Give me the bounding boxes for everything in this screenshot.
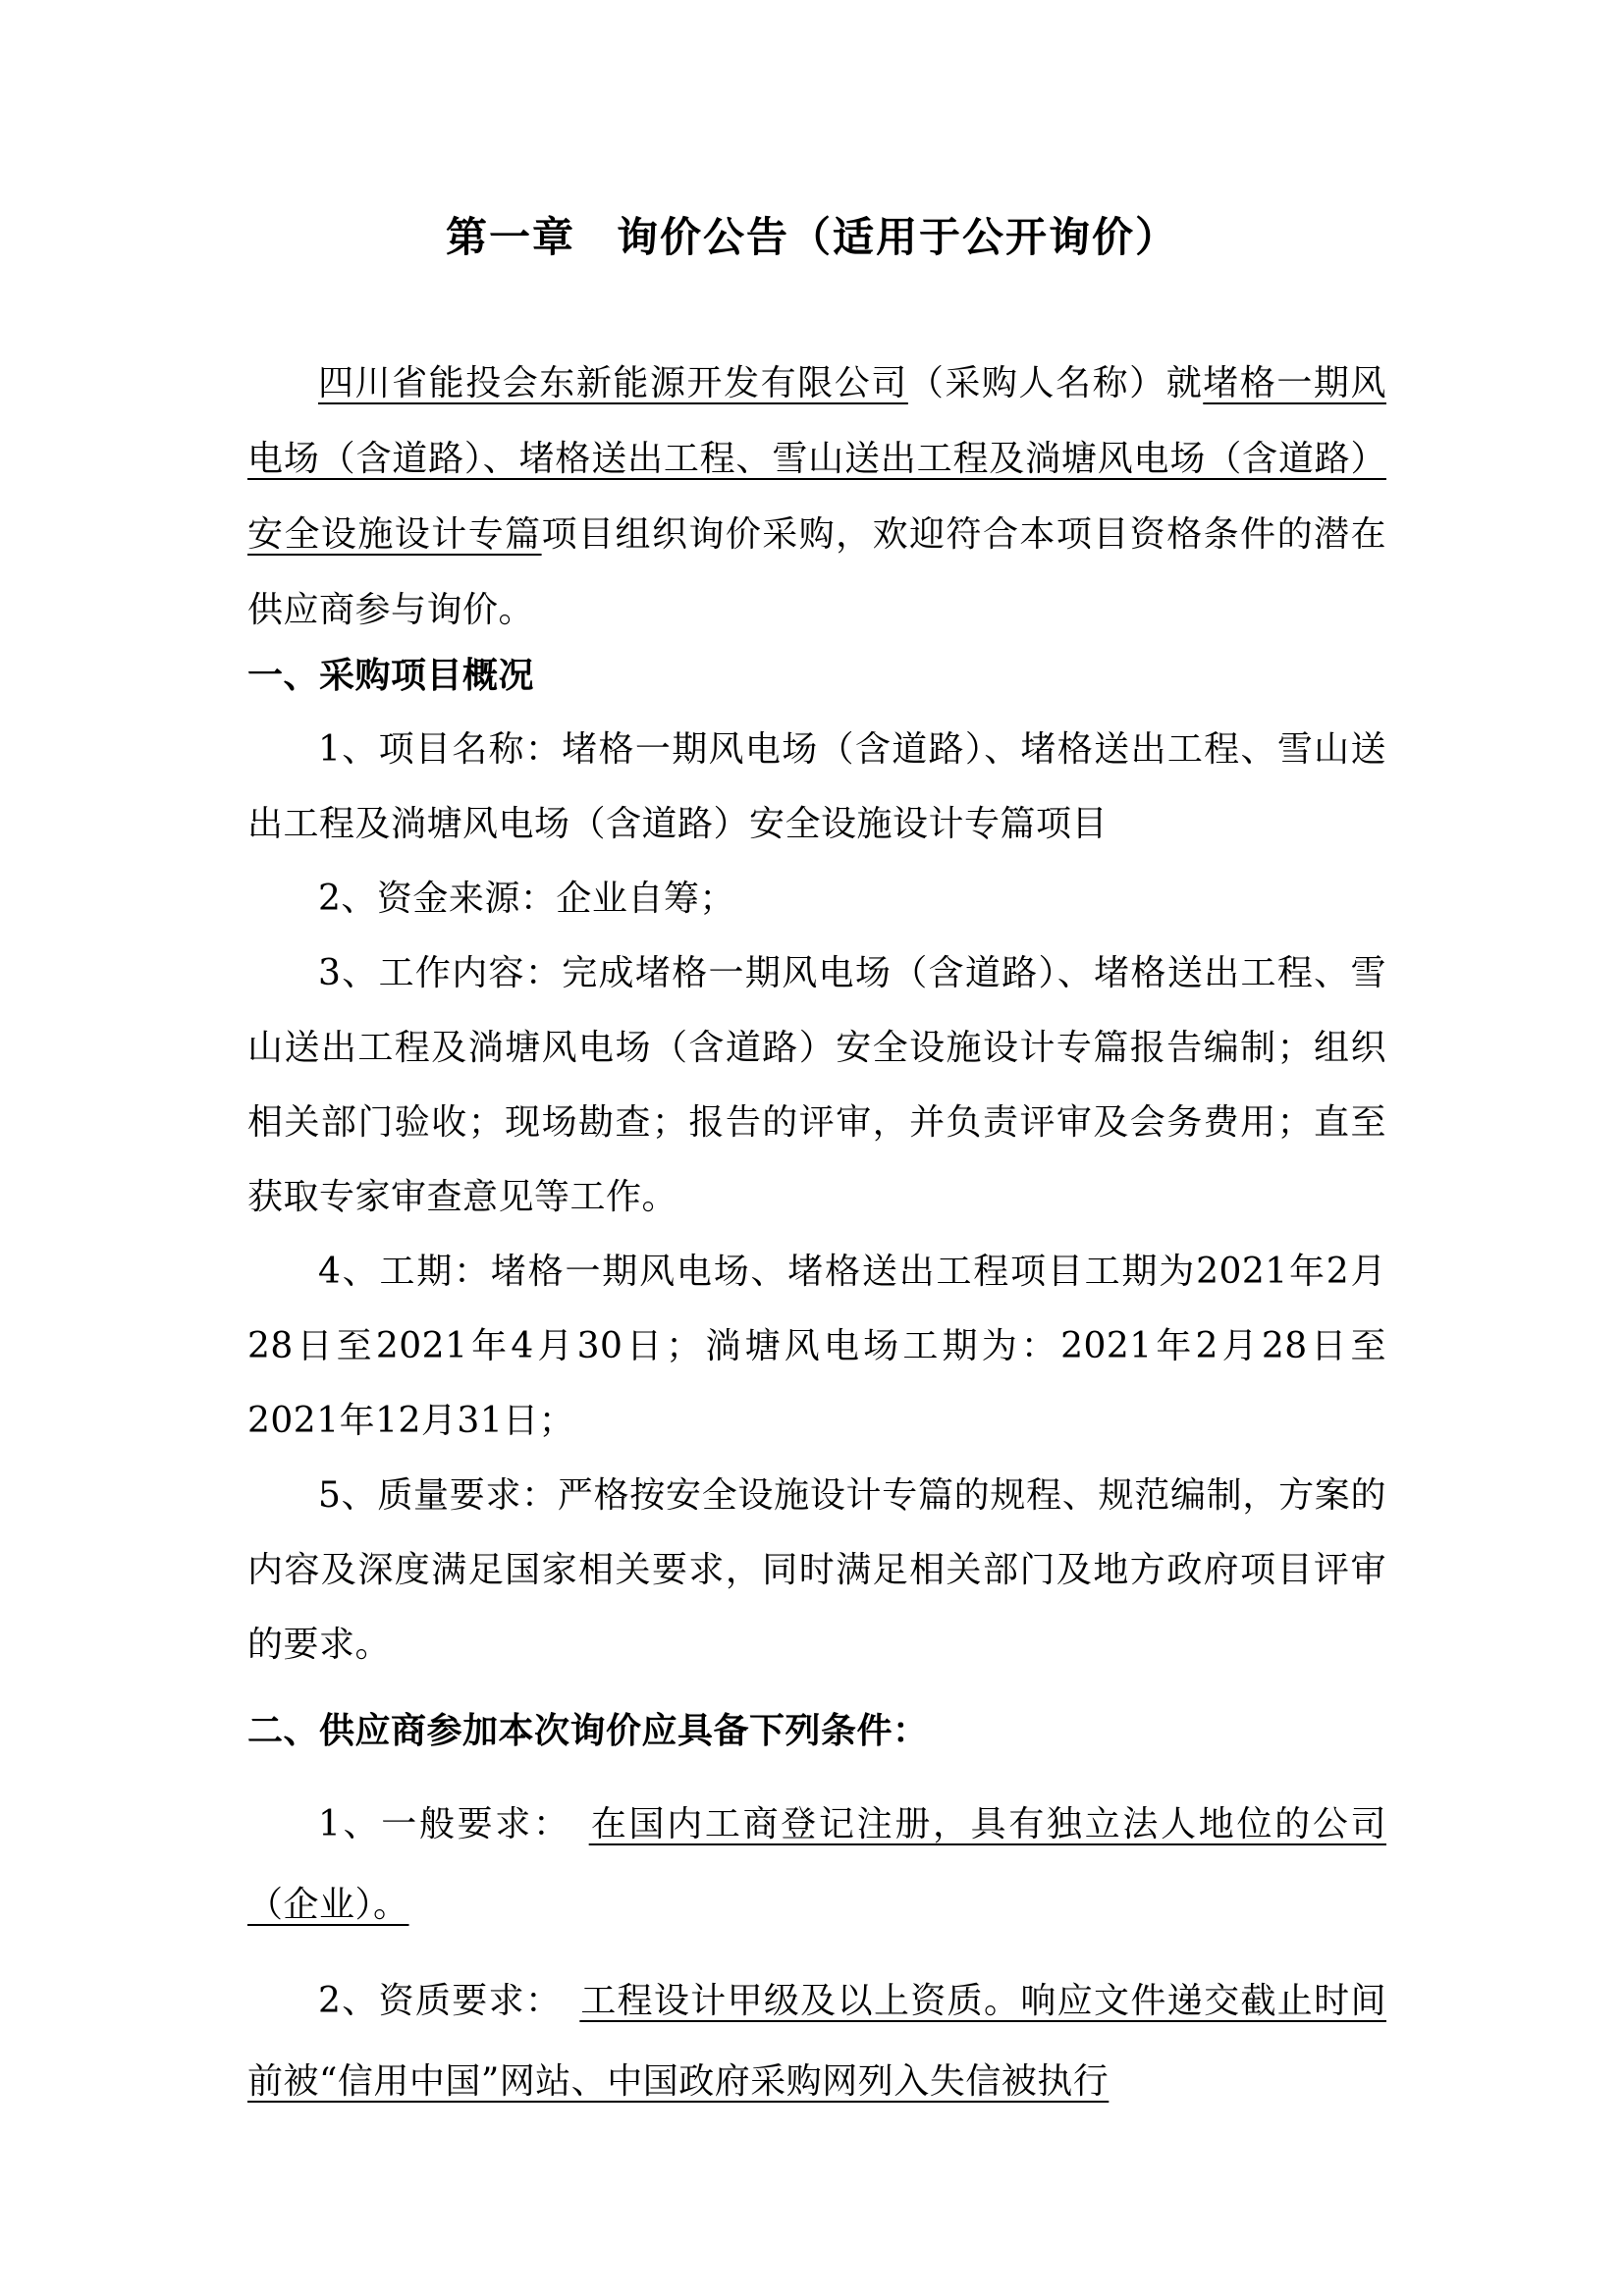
section-heading-2: 二、供应商参加本次询价应具备下列条件： <box>247 1710 929 1751</box>
section-heading-1: 一、采购项目概况 <box>247 655 535 696</box>
requirement-qualification-label: 2、资质要求： <box>318 1981 563 2021</box>
chapter-label: 第一章 <box>445 213 575 261</box>
requirement-qualification <box>247 1961 1386 2122</box>
requirement-general-text: 在国内工商登记注册，具有独立法人地位的公司（企业）。 <box>247 1804 1386 1925</box>
section1-item-1: 1、项目名称：堵格一期风电场（含道路）、堵格送出工程、雪山送出工程及淌塘风电场（含道路）安全设施设计专篇项目 <box>247 729 1386 844</box>
purchaser-name: 四川省能投会东新能源开发有限公司 <box>318 363 908 403</box>
purchaser-note: （采购人名称）就 <box>907 363 1204 403</box>
requirement-general <box>247 1785 1386 1946</box>
chapter-title: 询价公告（适用于公开询价） <box>617 213 1179 261</box>
page-title <box>0 208 1624 267</box>
project-name: 堵格一期风电场（含道路）、堵格送出工程、雪山送出工程及淌塘风电场（含道路）安全设施设计专篇 <box>247 363 1386 555</box>
intro-paragraph <box>247 346 1386 648</box>
section1-item-5: 5、质量要求：严格按安全设施设计专篇的规程、规范编制，方案的内容及深度满足国家相关要求，同时满足相关部门及地方政府项目评审的要求。 <box>247 1475 1386 1665</box>
section1-item-4: 4、工期：堵格一期风电场、堵格送出工程项目工期为2021年2月28日至2021年4月30日；淌塘风电场工期为：2021年2月28日至2021年12月31日； <box>247 1252 1386 1441</box>
intro-tail: 项目组织询价采购，欢迎符合本项目资格条件的潜在供应商参与询价。 <box>247 514 1386 630</box>
requirement-qualification-text: 工程设计甲级及以上资质。响应文件递交截止时间前被“信用中国”网站、中国政府采购网列入失信被执行 <box>247 1981 1386 2102</box>
requirement-general-label: 1、一般要求： <box>318 1804 571 1844</box>
section1-item-2: 2、资金来源：企业自筹； <box>318 879 735 919</box>
section1-item-3: 3、工作内容：完成堵格一期风电场（含道路）、堵格送出工程、雪山送出工程及淌塘风电场（含道路）安全设施设计专篇报告编制；组织相关部门验收；现场勘查；报告的评审，并负责评审及会务费用；直至获取专家审查意见等工作。 <box>247 953 1386 1217</box>
